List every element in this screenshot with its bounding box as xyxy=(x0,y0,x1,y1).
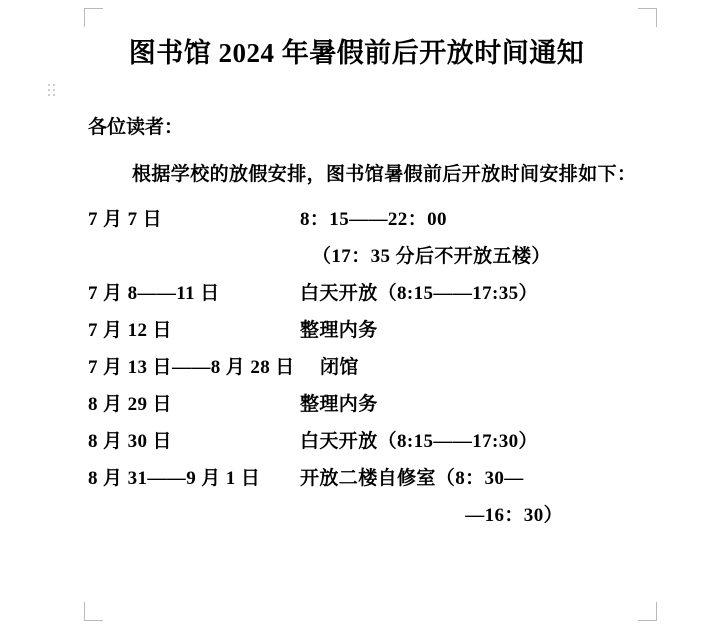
schedule-date: 7 月 7 日 xyxy=(88,208,163,230)
schedule-list xyxy=(0,191,713,534)
schedule-detail: 开放二楼自修室（8：30— xyxy=(300,468,524,490)
schedule-row xyxy=(0,275,713,312)
intro-paragraph: 根据学校的放假安排，图书馆暑假前后开放时间安排如下： xyxy=(132,164,637,186)
schedule-date: 8 月 31——9 月 1 日 xyxy=(88,468,261,490)
schedule-date: 7 月 13 日——8 月 28 日 xyxy=(88,357,295,379)
schedule-detail: 白天开放（8:15——17:30） xyxy=(300,431,538,453)
schedule-detail: —16：30） xyxy=(465,505,563,527)
schedule-date: 7 月 8——11 日 xyxy=(88,282,220,304)
schedule-row xyxy=(0,312,713,349)
schedule-row xyxy=(0,497,713,534)
schedule-row xyxy=(0,423,713,460)
schedule-row xyxy=(0,386,713,423)
paragraph-drag-handle-icon[interactable] xyxy=(48,84,58,98)
schedule-detail: 白天开放（8:15——17:35） xyxy=(300,282,538,304)
schedule-date: 7 月 12 日 xyxy=(88,319,172,341)
schedule-detail: 闭馆 xyxy=(320,357,359,379)
schedule-detail: 整理内务 xyxy=(300,319,378,341)
page-corner-mark-bottom-left xyxy=(84,602,103,621)
schedule-row xyxy=(0,349,713,386)
page-title: 图书馆 2024 年暑假前后开放时间通知 xyxy=(128,38,585,68)
schedule-row xyxy=(0,201,713,238)
schedule-date: 8 月 30 日 xyxy=(88,431,172,453)
page-corner-mark-bottom-right xyxy=(638,602,657,621)
schedule-detail: 整理内务 xyxy=(300,394,378,416)
schedule-date: 8 月 29 日 xyxy=(88,394,172,416)
schedule-detail: 8：15——22：00 xyxy=(300,208,447,230)
schedule-row xyxy=(0,460,713,497)
salutation: 各位读者： xyxy=(88,117,184,139)
schedule-row xyxy=(0,238,713,275)
schedule-detail: （17：35 分后不开放五楼） xyxy=(312,245,551,267)
